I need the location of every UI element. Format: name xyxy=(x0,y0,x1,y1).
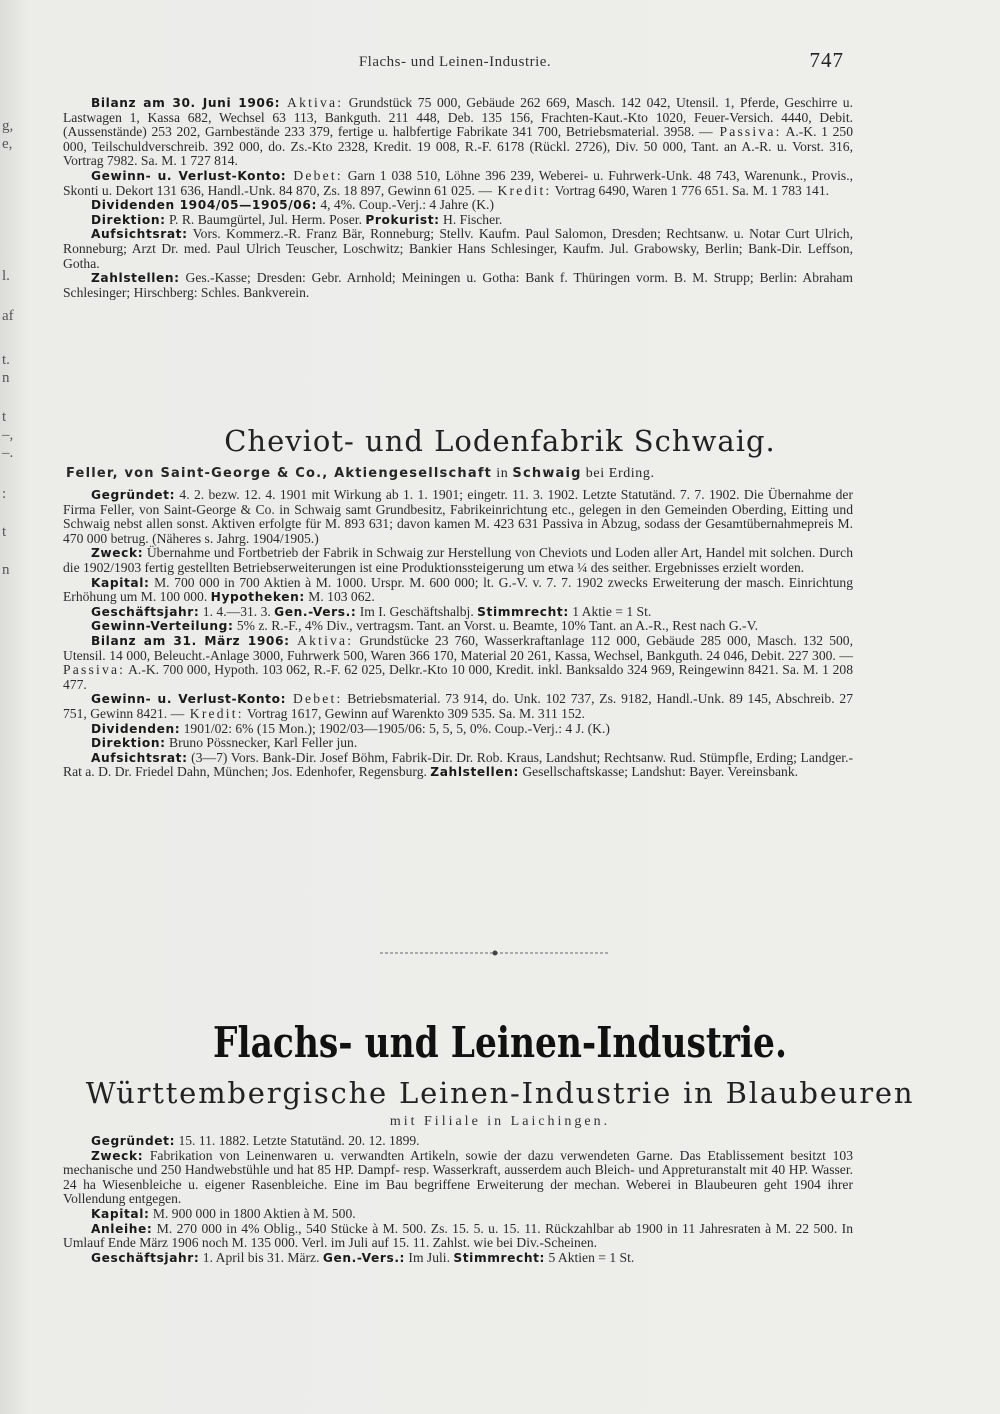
field-text: Garn 1 038 510, Löhne 396 239, Weberei- u. Fuhrwerk-Unk. 48 743, Warenunk., Provis., Skonti u. Dekort 131 636, Handl.-Unk. 84 870, Zs. 18 897, Gewinn 61 025. — xyxy=(63,167,853,198)
margin-fragment: –, xyxy=(2,427,14,443)
spaced-label: Passiva: xyxy=(712,124,782,140)
field-text: Grundstück 75 000, Gebäude 262 669, Masch. 142 042, Utensil. 1, Pferde, Geschirre u. Lastwagen 1, Kassa 682, Wechsel 63 113, Bankguth. 211 448, Deb. 135 156, Frachten-Kaut.-Kto 1020, Feuer-Versich. 4440, Debit. (Aussenstände) 253 202, Garnbestände 233 379, fertige u. halbfertige Fabrikate 341 700, Betriebsmaterial. 3958. — xyxy=(63,95,853,140)
field-text: Gesellschaftskasse; Landshut: Bayer. Vereinsbank. xyxy=(518,764,799,780)
cheviot-company-entry xyxy=(63,488,853,780)
section-heading: Flachs- und Leinen-Industrie. xyxy=(213,1018,787,1067)
cheviot-paragraph xyxy=(63,634,853,692)
cheviot-paragraph xyxy=(63,576,853,605)
field-label: Direktion: xyxy=(91,736,166,751)
field-text: Fabrikation von Leinenwaren u. verwandten Artikeln, sowie der dazu verwendeten Garne. Das Etablissement besitzt 103 mechanische und 250 Handwebstühle und hat 85 HP. Dampf- resp. Wasserkraft, ausserdem auch Bleich- und Appreturanstalt mit 40 HP. Wasser. 24 ha Wiesenbleiche u. eigener Rasenbleiche. Eine im Bau begriffene Erweiterung der mechan. Weberei in Blaubeuren geht 1904 ihrer Vollendung entgegen. xyxy=(63,1147,853,1207)
field-label: Prokurist: xyxy=(365,212,440,227)
margin-fragment: l. xyxy=(2,268,10,284)
field-label: Stimmrecht: xyxy=(453,1250,546,1265)
spaced-label: Kredit: xyxy=(491,182,552,198)
page-number: 747 xyxy=(809,48,844,72)
cheviot-paragraph xyxy=(63,619,853,634)
field-text: H. Fischer. xyxy=(439,211,503,227)
separator-ornament xyxy=(380,946,610,960)
spaced-label: Debet: xyxy=(286,691,343,707)
running-header xyxy=(60,48,850,78)
margin-fragment: g, xyxy=(2,118,14,134)
margin-fragment: af xyxy=(2,308,14,324)
margin-fragment: t xyxy=(2,524,7,540)
company-place: Schwaig xyxy=(512,466,582,481)
field-text: 1901/02: 6% (15 Mon.); 1902/03—1905/06: 5, 5, 5, 0%. Coup.-Verj.: 4 J. (K.) xyxy=(180,720,610,736)
spaced-label: Kredit: xyxy=(184,705,244,721)
field-text: 1. April bis 31. März. xyxy=(199,1249,323,1265)
field-text: Im I. Geschäftshalbj. xyxy=(356,603,478,619)
field-label: Anleihe: xyxy=(91,1221,153,1236)
field-text: Ges.-Kasse; Dresden: Gebr. Arnhold; Meiningen u. Gotha: Bank f. Thüringen vorm. B. M. Strupp; Berlin: Abraham Schlesinger; Hirschberg: Schles. Bankverein. xyxy=(63,270,853,300)
field-label: Kapital: xyxy=(91,575,150,590)
wurttembergische-company-entry xyxy=(63,1134,853,1265)
field-label: Zahlstellen: xyxy=(430,765,519,780)
sec1-paragraph xyxy=(63,213,853,228)
field-text: Vors. Kommerz.-R. Franz Bär, Ronneburg; Stellv. Kaufm. Paul Salomon, Dresden; Rechtsanw. u. Notar Curt Ulrich, Ronneburg; Arzt Dr. med. Paul Ulrich Teuscher, Loschwitz; Bankier Hans Schlesinger, Kaufm. Jul. Grabowsky, Berlin; Bank-Dir. Leffson, Gotha. xyxy=(63,226,853,271)
subtitle-rest: bei Erding. xyxy=(581,466,655,481)
margin-fragment: t. xyxy=(2,352,10,368)
cheviot-paragraph xyxy=(63,546,853,575)
field-label: Zweck: xyxy=(91,1148,144,1163)
cheviot-paragraph xyxy=(63,736,853,751)
company-title-wurttembergische: Württembergische Leinen-Industrie in Blaubeuren xyxy=(85,1076,915,1110)
field-text: M. 700 000 in 700 Aktien à M. 1000. Urspr. M. 600 000; lt. G.-V. v. 7. 7. 1902 zwecks Erweiterung der masch. Einrichtung Erhöhung um M. 100 000. xyxy=(63,574,853,605)
field-label: Gewinn-Verteilung: xyxy=(91,619,234,634)
spaced-label: Aktiva: xyxy=(289,632,354,648)
wurtt-paragraph xyxy=(63,1222,853,1251)
field-label: Zweck: xyxy=(91,546,144,561)
spaced-label: Aktiva: xyxy=(280,95,344,110)
field-label: Gegründet: xyxy=(91,488,176,502)
field-label: Gewinn- u. Verlust-Konto: xyxy=(91,692,287,707)
field-text: Vortrag 1617, Gewinn auf Warenkto 309 535. Sa. M. 311 152. xyxy=(243,705,585,721)
field-text: Vortrag 6490, Waren 1 776 651. Sa. M. 1 783 141. xyxy=(551,182,830,198)
margin-fragment: –. xyxy=(2,445,14,461)
field-text: (3—7) Vors. Bank-Dir. Josef Böhm, Fabrik-Dir. Dr. Rob. Kraus, Landshut; Rechtsanw. Rud. Stümpfle, Erding; Landger.-Rat a. D. Dr. Friedel Dahn, München; Jos. Edenhofer, Regensburg. xyxy=(63,749,853,780)
margin-fragment: n xyxy=(2,562,10,578)
subtitle-in: in xyxy=(492,466,513,481)
sec1-paragraph xyxy=(63,198,853,213)
field-text: 4, 4%. Coup.-Verj.: 4 Jahre (K.) xyxy=(316,197,494,213)
header-title: Flachs- und Leinen-Industrie. xyxy=(358,54,552,70)
cheviot-paragraph xyxy=(63,751,853,780)
sec1-paragraph xyxy=(63,169,853,198)
previous-company-continuation xyxy=(63,96,853,300)
field-label: Gewinn- u. Verlust-Konto: xyxy=(91,168,287,183)
field-text: 15. 11. 1882. Letzte Statutänd. 20. 12. 1899. xyxy=(175,1133,420,1148)
field-text: 1 Aktie = 1 St. xyxy=(568,603,652,619)
sec1-paragraph xyxy=(63,227,853,271)
margin-fragment: e, xyxy=(2,136,13,152)
field-text: M. 900 000 in 1800 Aktien à M. 500. xyxy=(149,1205,356,1221)
field-text: Betriebsmaterial. 73 914, do. Unk. 102 737, Zs. 9182, Handl.-Unk. 89 145, Abschreib. 27 751, Gewinn 8421. — xyxy=(63,691,853,721)
field-text: M. 270 000 in 4% Oblig., 540 Stücke à M. 500. Zs. 15. 5. u. 15. 11. Rückzahlbar ab 1900 in 11 Jahresraten à M. 22 500. In Umlauf Ende März 1906 noch M. 135 000. Verl. im Juli auf 15. 11. Zahlst. wie bei Div.-Scheinen. xyxy=(63,1220,853,1251)
field-text: 5 Aktien = 1 St. xyxy=(545,1249,635,1265)
cheviot-paragraph xyxy=(63,692,853,721)
cheviot-paragraph xyxy=(63,488,853,546)
margin-fragment: t xyxy=(2,409,7,425)
wurtt-paragraph xyxy=(63,1207,853,1222)
margin-fragment: n xyxy=(2,370,10,386)
wurtt-paragraph xyxy=(63,1149,853,1207)
field-text: 4. 2. bezw. 12. 4. 1901 mit Wirkung ab 1. 1. 1901; eingetr. 11. 3. 1902. Letzte Statutänd. 7. 7. 1902. Die Übernahme der Firma Feller, von Saint-George & Co. in Schwaig samt Grundbesitz, Fabrikeinrichtung etc., gelegen in den Gemeinden Oberding, Eitting und Schwaig nebst allen sonst. Aktiven erfolgte für M. 893 631; davon kamen M. 423 631 Passiva in Abzug, sodass der Gesamtübernahmepreis M. 470 000 betrug. (Näheres s. Jahrg. 1904/1905.) xyxy=(63,487,853,546)
field-text: A.-K. 700 000, Hypoth. 103 062, R.-F. 62 025, Delkr.-Kto 10 000, Kredit. inkl. Banksaldo 324 969, Reingewinn 8421. Sa. M. 1 208 477. xyxy=(63,662,853,692)
field-label: Dividenden 1904/05—1905/06: xyxy=(91,198,317,213)
field-text: Grundstücke 23 760, Wasserkraftanlage 112 000, Gebäude 285 000, Masch. 132 500, Utensil. 14 000, Beleucht.-Anlage 3000, Fuhrwerk 500, Waren 366 170, Material 20 261, Kassa, Wechsel, Bankguth. 24 046, Debit. 227 300. — xyxy=(63,632,853,663)
field-label: Hypotheken: xyxy=(210,590,305,605)
field-label: Bilanz am 30. Juni 1906: xyxy=(91,96,281,110)
field-label: Gegründet: xyxy=(91,1134,176,1148)
sec1-paragraph xyxy=(63,96,853,169)
cheviot-paragraph xyxy=(63,605,853,620)
field-text: P. R. Baumgürtel, Jul. Herm. Poser. xyxy=(165,211,366,227)
field-label: Gen.-Vers.: xyxy=(274,604,357,619)
cheviot-paragraph xyxy=(63,722,853,737)
field-label: Kapital: xyxy=(91,1206,150,1221)
field-label: Stimmrecht: xyxy=(477,604,569,619)
field-label: Aufsichtsrat: xyxy=(91,227,188,242)
field-label: Aufsichtsrat: xyxy=(91,750,188,765)
field-label: Zahlstellen: xyxy=(91,271,180,286)
field-label: Direktion: xyxy=(91,212,166,227)
field-text: A.-K. 1 250 000, Teilschuldverschreib. 392 000, do. Zs.-Kto 2328, Kredit. 19 008, R.-F. 6178 (Rückl. 2726), Div. 50 000, Tant. an A.-R. u. Vorst. 316, Vortrag 7982. Sa. M. 1 727 814. xyxy=(63,124,853,169)
field-label: Bilanz am 31. März 1906: xyxy=(91,633,290,648)
field-text: Im Juli. xyxy=(405,1249,454,1265)
field-text: M. 103 062. xyxy=(304,589,375,605)
margin-fragment: : xyxy=(2,486,7,502)
wurtt-paragraph xyxy=(63,1251,853,1266)
field-text: 5% z. R.-F., 4% Div., vertragsm. Tant. an Vorst. u. Beamte, 10% Tant. an A.-R., Rest nach G.-V. xyxy=(233,618,759,634)
field-label: Gen.-Vers.: xyxy=(322,1250,406,1265)
field-label: Geschäftsjahr: xyxy=(91,1250,200,1265)
wurtt-paragraph xyxy=(63,1134,853,1149)
spaced-label: Debet: xyxy=(286,167,343,183)
field-label: Geschäftsjahr: xyxy=(91,604,200,619)
field-text: 1. 4.—31. 3. xyxy=(199,603,275,619)
company-subtitle-filiale: mit Filiale in Laichingen. xyxy=(389,1114,611,1129)
company-title-cheviot: Cheviot- und Lodenfabrik Schwaig. xyxy=(224,424,776,458)
spaced-label: Passiva: xyxy=(63,662,126,678)
field-text: Bruno Pössnecker, Karl Feller jun. xyxy=(165,735,358,751)
sec1-paragraph xyxy=(63,271,853,300)
field-label: Dividenden: xyxy=(91,721,181,736)
company-legal-name: Feller, von Saint-George & Co., Aktiengesellschaft xyxy=(66,466,493,481)
company-subtitle-feller xyxy=(66,466,856,482)
field-text: Übernahme und Fortbetrieb der Fabrik in Schwaig zur Herstellung von Cheviots und Loden aller Art, Handel mit solchen. Durch die 1902/1903 fertig gestellten Betriebserweiterungen ist eine Produktionssteigerung um etwa ¼ des seither. Ergebnisses erzielt worden. xyxy=(63,545,853,575)
